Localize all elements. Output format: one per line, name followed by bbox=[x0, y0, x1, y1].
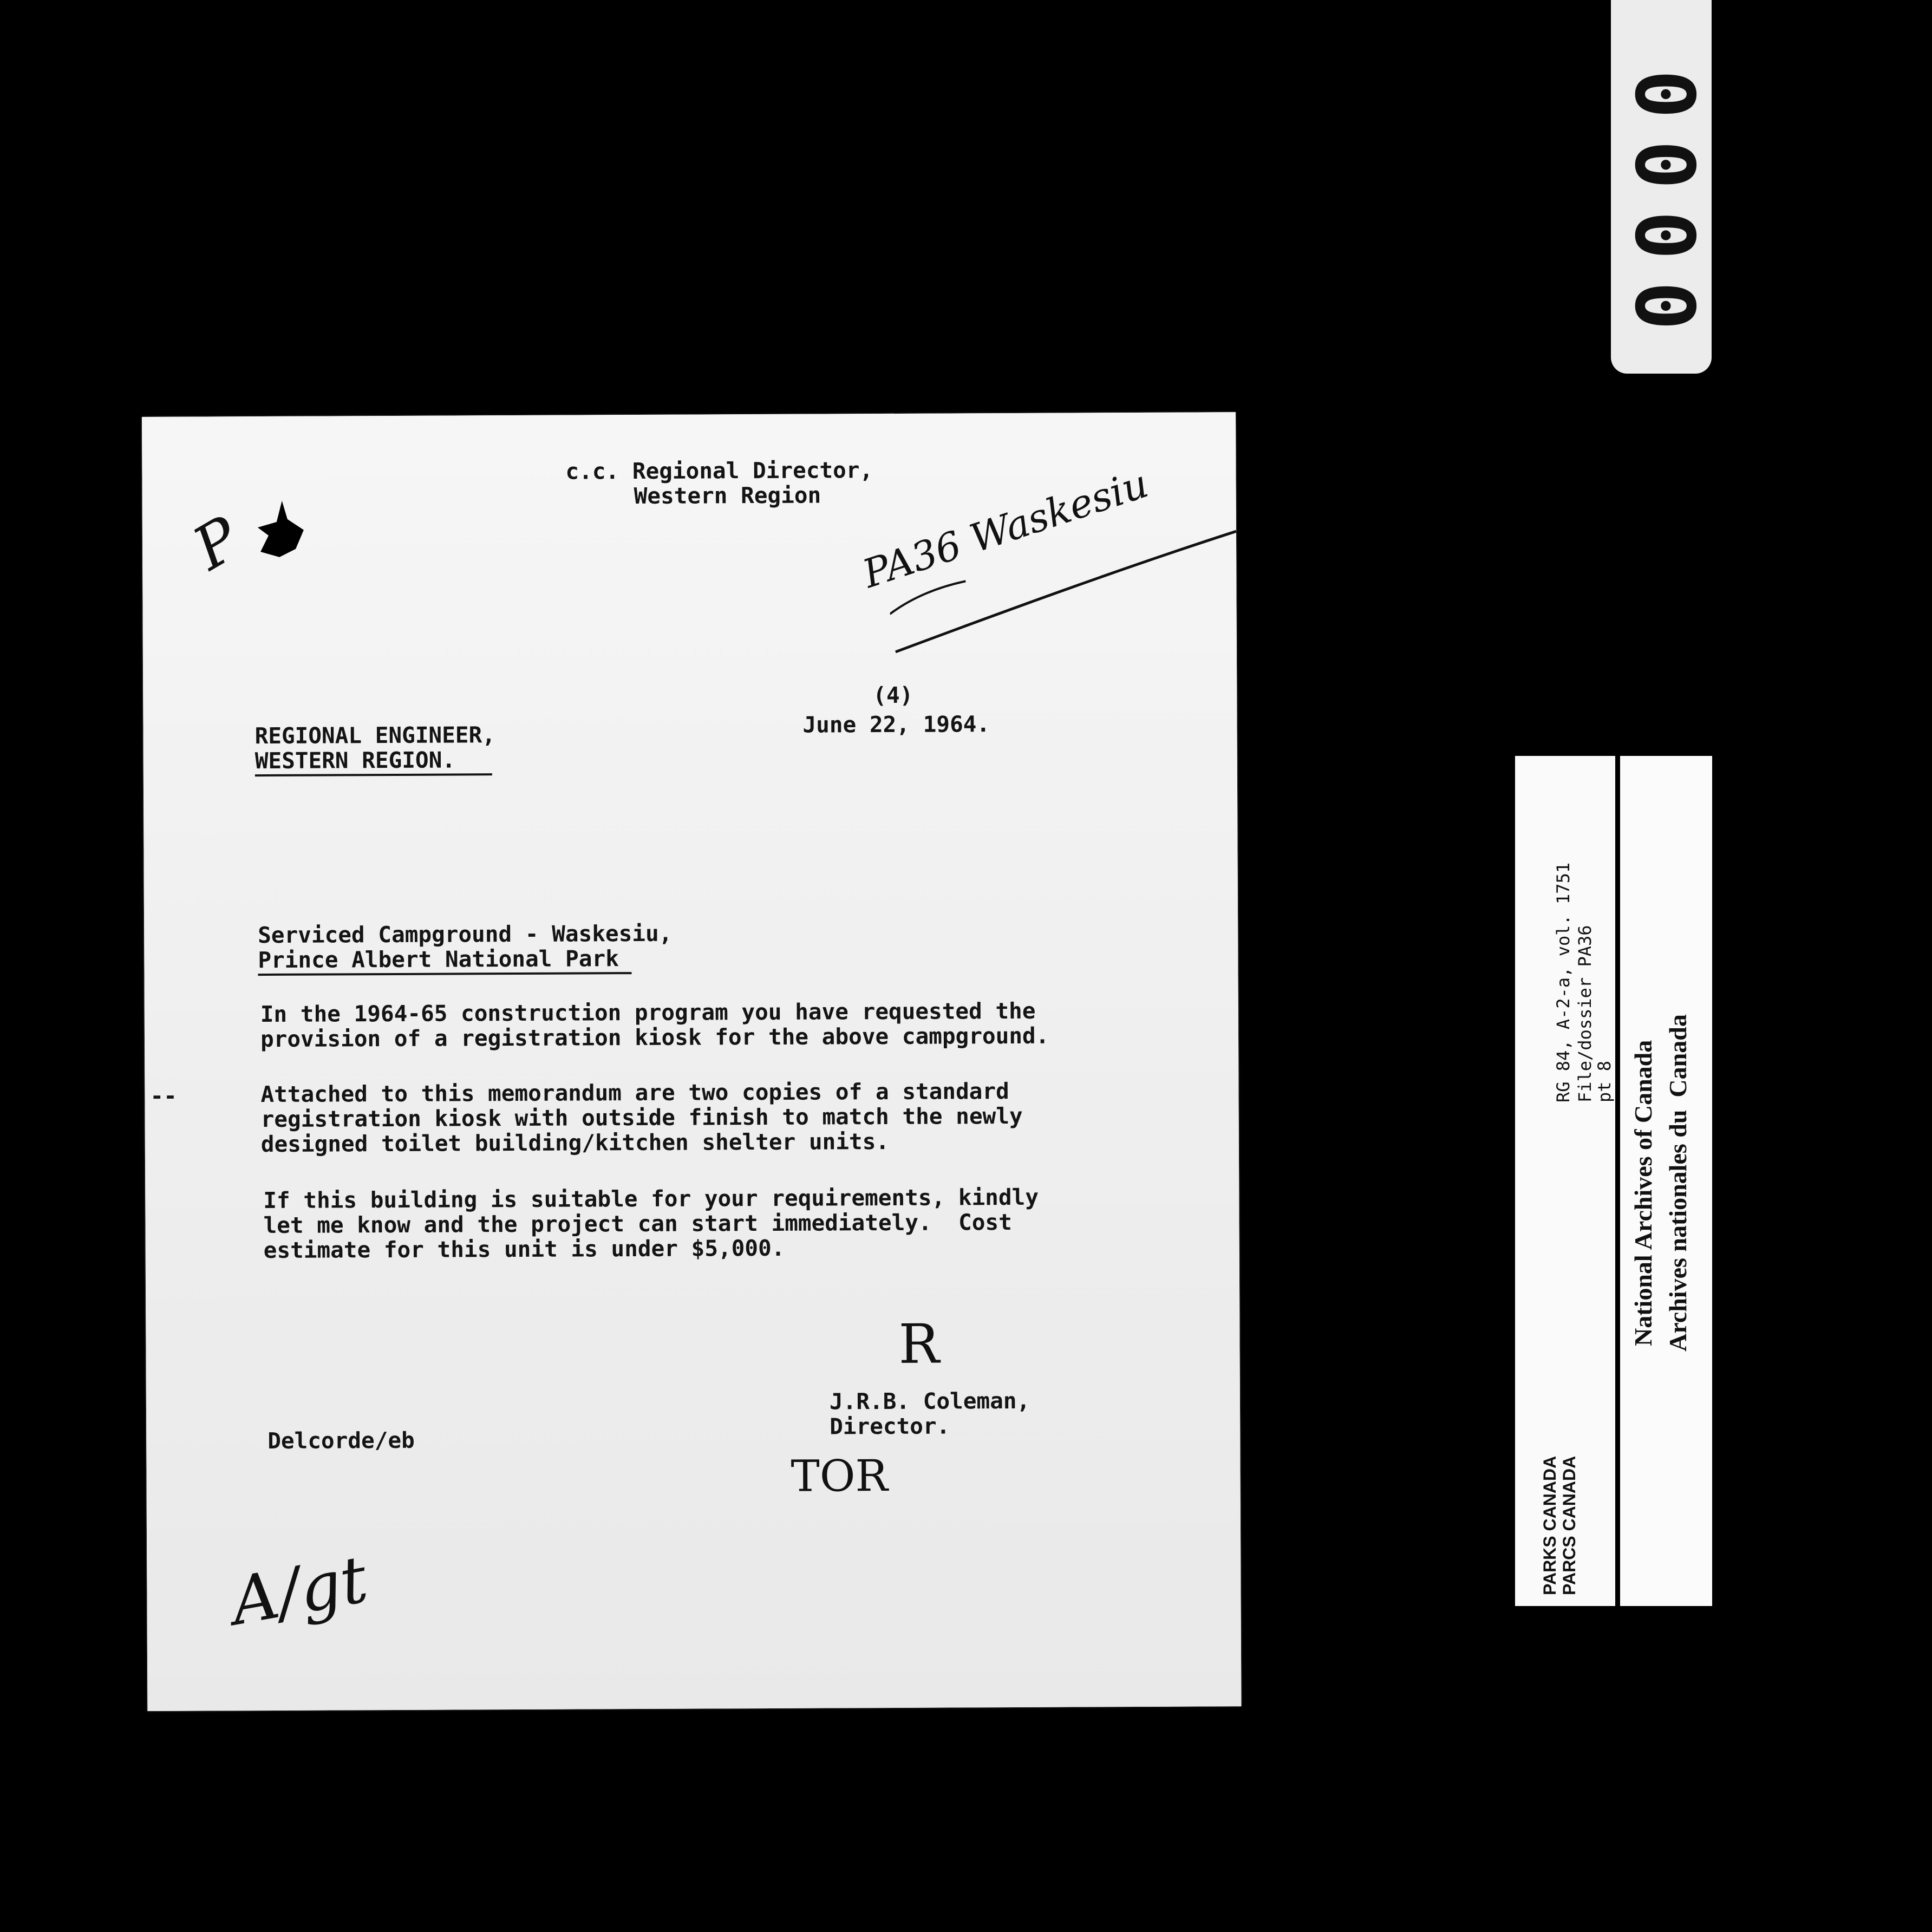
cc-line-1: c.c. Regional Director, bbox=[565, 457, 873, 485]
paragraph-2-line: registration kiosk with outside finish to match the newly bbox=[260, 1102, 1023, 1133]
punch-hole-icon bbox=[250, 498, 310, 568]
signer-title: Director. bbox=[830, 1413, 950, 1440]
addressee-line-1: REGIONAL ENGINEER, bbox=[254, 722, 496, 749]
reference-line-1: RG 84, A-2-a, vol. 1751 bbox=[1553, 862, 1574, 1102]
cc-line-2: Western Region bbox=[634, 482, 821, 510]
paragraph-3-line: estimate for this unit is under $5,000. bbox=[263, 1235, 785, 1264]
memo-date: June 22, 1964. bbox=[802, 711, 990, 738]
paragraph-3-line: If this building is suitable for your requirements, kindly bbox=[263, 1184, 1039, 1214]
agency-name-en: PARKS CANADA bbox=[1540, 1455, 1559, 1595]
paragraph-2-line: Attached to this memorandum are two copies of a standard bbox=[260, 1078, 1009, 1108]
frame-number-strip bbox=[1611, 0, 1715, 374]
tor-mark: TOR bbox=[791, 1451, 888, 1502]
reference-initials: Delcorde/eb bbox=[267, 1427, 415, 1454]
file-annotation: PA36 Waskesiu bbox=[857, 460, 1154, 597]
subject-line-2: Prince Albert National Park bbox=[258, 945, 632, 976]
annotation-underline bbox=[890, 504, 1242, 657]
archives-name-fr: Archives nationales du Canada bbox=[1664, 1014, 1692, 1352]
corner-mark: P bbox=[181, 503, 252, 584]
frame-number: 0000 bbox=[1621, 48, 1715, 330]
reference-line-2: File/dossier PA36 bbox=[1575, 925, 1595, 1102]
paragraph-3-line: let me know and the project can start immediately. Cost bbox=[263, 1209, 1012, 1239]
subject-line-1: Serviced Campground - Waskesiu, bbox=[258, 920, 673, 949]
memo-page bbox=[142, 412, 1241, 1711]
addressee-line-2: WESTERN REGION. bbox=[255, 747, 492, 776]
archive-reference-label bbox=[1515, 756, 1615, 1606]
count-mark: (4) bbox=[873, 682, 913, 709]
bottom-initials: A/gt bbox=[225, 1542, 373, 1641]
paragraph-2-line: designed toilet building/kitchen shelter units. bbox=[260, 1128, 890, 1158]
reference-line-3: pt 8 bbox=[1594, 1060, 1615, 1102]
agency-name-fr: PARCS CANADA bbox=[1559, 1455, 1579, 1595]
margin-mark: -- bbox=[150, 1082, 177, 1109]
paragraph-1-line: In the 1964-65 construction program you have requested the bbox=[260, 997, 1036, 1028]
signer-name: J.R.B. Coleman, bbox=[829, 1387, 1030, 1415]
archives-label bbox=[1620, 756, 1712, 1606]
archives-name-en: National Archives of Canada bbox=[1629, 1040, 1657, 1346]
paragraph-1-line: provision of a registration kiosk for the above campground. bbox=[260, 1022, 1049, 1053]
initial-mark: R bbox=[898, 1312, 940, 1376]
